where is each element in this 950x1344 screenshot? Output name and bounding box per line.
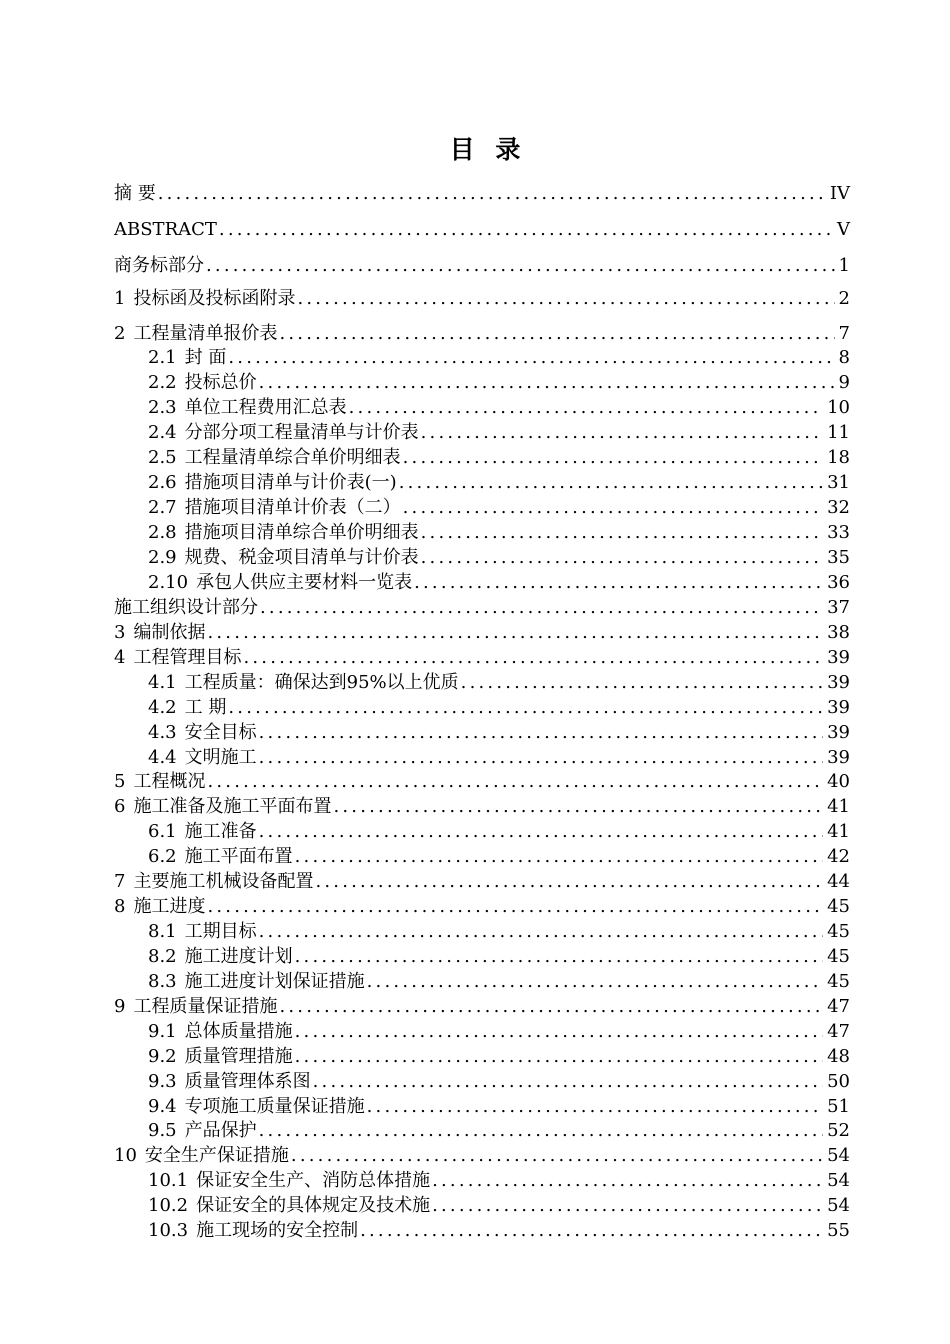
toc-entry-number: 2.4 (148, 422, 177, 443)
dot-leader (295, 1021, 823, 1043)
toc-entry-label: 工程管理目标 (133, 647, 242, 668)
toc-entry-page-number: V (837, 219, 850, 240)
toc-entry-page-number: 45 (827, 946, 850, 967)
dot-leader (399, 472, 823, 494)
dot-leader (421, 522, 823, 544)
toc-entry-number: 4.2 (148, 697, 177, 718)
toc-entry-page-number: 1 (838, 255, 850, 276)
dot-leader (243, 647, 823, 669)
page-title: 目 录 (449, 135, 527, 164)
toc-entry-label: 总体质量措施 (184, 1021, 293, 1042)
toc-entry[interactable] (148, 1220, 850, 1242)
toc-entry[interactable] (114, 871, 850, 893)
toc-entry-page-number: 38 (827, 622, 850, 643)
dot-leader (207, 896, 823, 918)
toc-entry[interactable] (148, 921, 850, 943)
toc-entry[interactable] (148, 1170, 850, 1192)
toc-entry-page-number: 39 (827, 722, 850, 743)
toc-entry[interactable] (148, 547, 850, 569)
toc-entry-page-number: 40 (827, 771, 850, 792)
toc-entry-page-number: 10 (827, 397, 850, 418)
toc-entry-page-number: 45 (827, 921, 850, 942)
toc-entry[interactable] (148, 497, 850, 519)
toc-entry-page-number: 50 (827, 1071, 850, 1092)
dot-leader (403, 447, 823, 469)
dot-leader (349, 397, 823, 419)
dot-leader (207, 622, 823, 644)
toc-entry-number: 5 (114, 771, 126, 792)
toc-entry-page-number: 47 (827, 996, 850, 1017)
toc-entry-label: 工期目标 (184, 921, 257, 942)
dot-leader (259, 372, 835, 394)
toc-entry-number: 2.9 (148, 547, 177, 568)
toc-entry-page-number: 37 (827, 597, 850, 618)
dot-leader (367, 1096, 823, 1118)
toc-entry-page-number: 54 (827, 1170, 850, 1191)
toc-entry-number: 8.2 (148, 946, 177, 967)
toc-entry-number: 4 (114, 647, 126, 668)
toc-entry[interactable] (148, 447, 850, 469)
toc-entry-label: 施工准备 (184, 821, 257, 842)
dot-leader (367, 971, 823, 993)
dot-leader (315, 871, 823, 893)
dot-leader (403, 497, 823, 519)
toc-entry-label: 规费、税金项目清单与计价表 (184, 547, 419, 568)
dot-leader (432, 1195, 823, 1217)
toc-entry-number: 9.4 (148, 1096, 177, 1117)
toc-entry-page-number: 2 (838, 288, 850, 309)
toc-entry[interactable] (114, 647, 850, 669)
dot-leader (295, 846, 823, 868)
toc-entry-page-number: 7 (838, 323, 850, 344)
toc-entry[interactable] (148, 722, 850, 744)
toc-entry-label: 施工进度计划 (184, 946, 293, 967)
toc-entry-number: 2.10 (148, 572, 189, 593)
toc-entry-label: 投标总价 (184, 372, 257, 393)
toc-entry-page-number: 39 (827, 747, 850, 768)
toc-entry-page-number: 52 (827, 1120, 850, 1141)
dot-leader (295, 1046, 823, 1068)
toc-entry[interactable] (148, 1046, 850, 1068)
toc-entry-number: 1 (114, 288, 126, 309)
toc-entry-page-number: 41 (827, 796, 850, 817)
toc-entry[interactable] (148, 946, 850, 968)
toc-entry[interactable] (148, 821, 850, 843)
toc-entry-page-number: 44 (827, 871, 850, 892)
toc-entry-label: 投标函及投标函附录 (133, 288, 296, 309)
toc-entry-number: 8 (114, 896, 126, 917)
toc-entry-label: 质量管理体系图 (184, 1071, 311, 1092)
toc-entry-label: 措施项目清单计价表（二） (184, 497, 401, 518)
toc-entry-label: 承包人供应主要材料一览表 (196, 572, 413, 593)
toc-entry-label: 文明施工 (184, 747, 257, 768)
toc-entry[interactable] (114, 771, 850, 793)
toc-entry-page-number: 45 (827, 896, 850, 917)
toc-entry-number: 10.1 (148, 1170, 189, 1191)
toc-entry-number: 2.7 (148, 497, 177, 518)
toc-entry-number: 2.3 (148, 397, 177, 418)
dot-leader (259, 1120, 823, 1142)
toc-entry[interactable] (148, 347, 850, 369)
toc-entry-number: 2.8 (148, 522, 177, 543)
dot-leader (360, 1220, 823, 1242)
dot-leader (279, 996, 823, 1018)
dot-leader (297, 288, 834, 310)
dot-leader (228, 697, 823, 719)
toc-entry-page-number: 18 (827, 447, 850, 468)
dot-leader (259, 921, 823, 943)
dot-leader (219, 219, 833, 241)
toc-entry-page-number: 47 (827, 1021, 850, 1042)
toc-entry-number: 9.1 (148, 1021, 177, 1042)
toc-entry[interactable] (148, 747, 850, 769)
dot-leader (206, 255, 835, 277)
toc-entry-label: 工 期 (184, 697, 227, 718)
toc-entry-page-number: 39 (827, 697, 850, 718)
dot-leader (421, 422, 823, 444)
toc-entry[interactable] (114, 255, 850, 277)
dot-leader (260, 597, 823, 619)
toc-entry-label: 措施项目清单综合单价明细表 (184, 522, 419, 543)
toc-entry-label: 质量管理措施 (184, 1046, 293, 1067)
toc-entry[interactable] (148, 397, 850, 419)
toc-entry-page-number: 8 (838, 347, 850, 368)
toc-entry[interactable] (114, 323, 850, 345)
toc-entry[interactable] (148, 672, 850, 694)
toc-entry-label: 摘 要 (114, 183, 156, 204)
toc-entry-page-number: 42 (827, 846, 850, 867)
dot-leader (461, 672, 823, 694)
dot-leader (158, 183, 826, 205)
dot-leader (432, 1170, 823, 1192)
toc-entry-label: 分部分项工程量清单与计价表 (184, 422, 419, 443)
toc-entry-number: 10.3 (148, 1220, 189, 1241)
toc-entry-number: 9.5 (148, 1120, 177, 1141)
toc-entry-number: 2.2 (148, 372, 177, 393)
toc-entry-page-number: 48 (827, 1046, 850, 1067)
toc-entry-number: 9.2 (148, 1046, 177, 1067)
toc-entry-label: 施工进度 (133, 896, 206, 917)
toc-entry-page-number: 54 (827, 1195, 850, 1216)
toc-entry-label: 商务标部分 (114, 255, 204, 276)
toc-entry-page-number: 35 (827, 547, 850, 568)
toc-entry-label: 专项施工质量保证措施 (184, 1096, 365, 1117)
toc-entry[interactable] (148, 697, 850, 719)
toc-entry-label: 工程质量保证措施 (133, 996, 278, 1017)
toc-entry-number: 2.6 (148, 472, 177, 493)
toc-entry-number: 4.3 (148, 722, 177, 743)
toc-entry-number: 9.3 (148, 1071, 177, 1092)
toc-entry-label: 保证安全生产、消防总体措施 (196, 1170, 431, 1191)
toc-entry-number: 9 (114, 996, 126, 1017)
toc-entry-label: 保证安全的具体规定及技术施 (196, 1195, 431, 1216)
toc-entry-number: 2.1 (148, 347, 177, 368)
toc-entry-page-number: 51 (827, 1096, 850, 1117)
toc-entry-label: 封 面 (184, 347, 227, 368)
toc-entry[interactable] (114, 288, 850, 310)
toc-entry-label: 单位工程费用汇总表 (184, 397, 347, 418)
toc-entry[interactable] (148, 572, 850, 594)
toc-entry[interactable] (148, 1021, 850, 1043)
toc-entry[interactable] (148, 1195, 850, 1217)
toc-entry[interactable] (114, 1145, 850, 1167)
toc-entry-page-number: IV (829, 183, 850, 204)
toc-entry[interactable] (114, 597, 850, 619)
toc-entry-number: 10.2 (148, 1195, 189, 1216)
toc-entry-number: 3 (114, 622, 126, 643)
toc-entry-page-number: 9 (838, 372, 850, 393)
toc-entry-page-number: 39 (827, 672, 850, 693)
toc-entry-number: 4.1 (148, 672, 177, 693)
toc-entry-label: 工程量清单报价表 (133, 323, 278, 344)
toc-entry-number: 8.3 (148, 971, 177, 992)
dot-leader (228, 347, 834, 369)
toc-entry-label: ABSTRACT (114, 219, 217, 240)
toc-entry-number: 6.2 (148, 846, 177, 867)
toc-entry-number: 6.1 (148, 821, 177, 842)
toc-entry-label: 施工进度计划保证措施 (184, 971, 365, 992)
toc-entry[interactable] (114, 796, 850, 818)
toc-entry-label: 工程概况 (133, 771, 206, 792)
toc-entry-page-number: 32 (827, 497, 850, 518)
toc-entry[interactable] (148, 522, 850, 544)
toc-entry-label: 施工现场的安全控制 (196, 1220, 359, 1241)
toc-entry-number: 10 (114, 1145, 137, 1166)
toc-entry-number: 2 (114, 323, 126, 344)
toc-entry-page-number: 41 (827, 821, 850, 842)
dot-leader (259, 722, 823, 744)
toc-entry-page-number: 33 (827, 522, 850, 543)
toc-entry-page-number: 31 (827, 472, 850, 493)
toc-entry[interactable] (148, 846, 850, 868)
dot-leader (259, 821, 823, 843)
dot-leader (421, 547, 823, 569)
toc-entry-page-number: 55 (827, 1220, 850, 1241)
toc-entry-label: 安全生产保证措施 (144, 1145, 289, 1166)
toc-entry-page-number: 45 (827, 971, 850, 992)
toc-entry[interactable] (114, 219, 850, 241)
toc-entry-label: 产品保护 (184, 1120, 257, 1141)
dot-leader (295, 946, 823, 968)
toc-entry-label: 施工组织设计部分 (114, 597, 258, 618)
toc-entry-label: 主要施工机械设备配置 (133, 871, 314, 892)
dot-leader (259, 747, 823, 769)
toc-entry-page-number: 11 (827, 422, 850, 443)
toc-entry-label: 工程量清单综合单价明细表 (184, 447, 401, 468)
toc-entry-number: 2.5 (148, 447, 177, 468)
toc-entry-page-number: 36 (827, 572, 850, 593)
toc-entry[interactable] (148, 472, 850, 494)
dot-leader (333, 796, 823, 818)
toc-entry-number: 8.1 (148, 921, 177, 942)
dot-leader (279, 323, 834, 345)
toc-entry[interactable] (148, 1096, 850, 1118)
toc-entry[interactable] (114, 896, 850, 918)
toc-entry-label: 安全目标 (184, 722, 257, 743)
toc-entry[interactable] (114, 183, 850, 205)
toc-entry-number: 7 (114, 871, 126, 892)
toc-entry[interactable] (148, 971, 850, 993)
dot-leader (207, 771, 823, 793)
toc-entry-label: 编制依据 (133, 622, 206, 643)
toc-entry-page-number: 39 (827, 647, 850, 668)
dot-leader (291, 1145, 823, 1167)
toc-entry-number: 4.4 (148, 747, 177, 768)
dot-leader (313, 1071, 823, 1093)
toc-entry-label: 工程质量：确保达到95%以上优质 (184, 672, 459, 693)
toc-entry[interactable] (148, 1071, 850, 1093)
toc-entry[interactable] (148, 422, 850, 444)
toc-entry[interactable] (148, 1120, 850, 1142)
toc-entry[interactable] (148, 372, 850, 394)
toc-entry-label: 施工准备及施工平面布置 (133, 796, 332, 817)
toc-entry-page-number: 54 (827, 1145, 850, 1166)
toc-entry-label: 施工平面布置 (184, 846, 293, 867)
toc-entry[interactable] (114, 996, 850, 1018)
toc-entry-number: 6 (114, 796, 126, 817)
toc-entry-label: 措施项目清单与计价表(一) (184, 472, 397, 493)
toc-entry[interactable] (114, 622, 850, 644)
dot-leader (414, 572, 823, 594)
